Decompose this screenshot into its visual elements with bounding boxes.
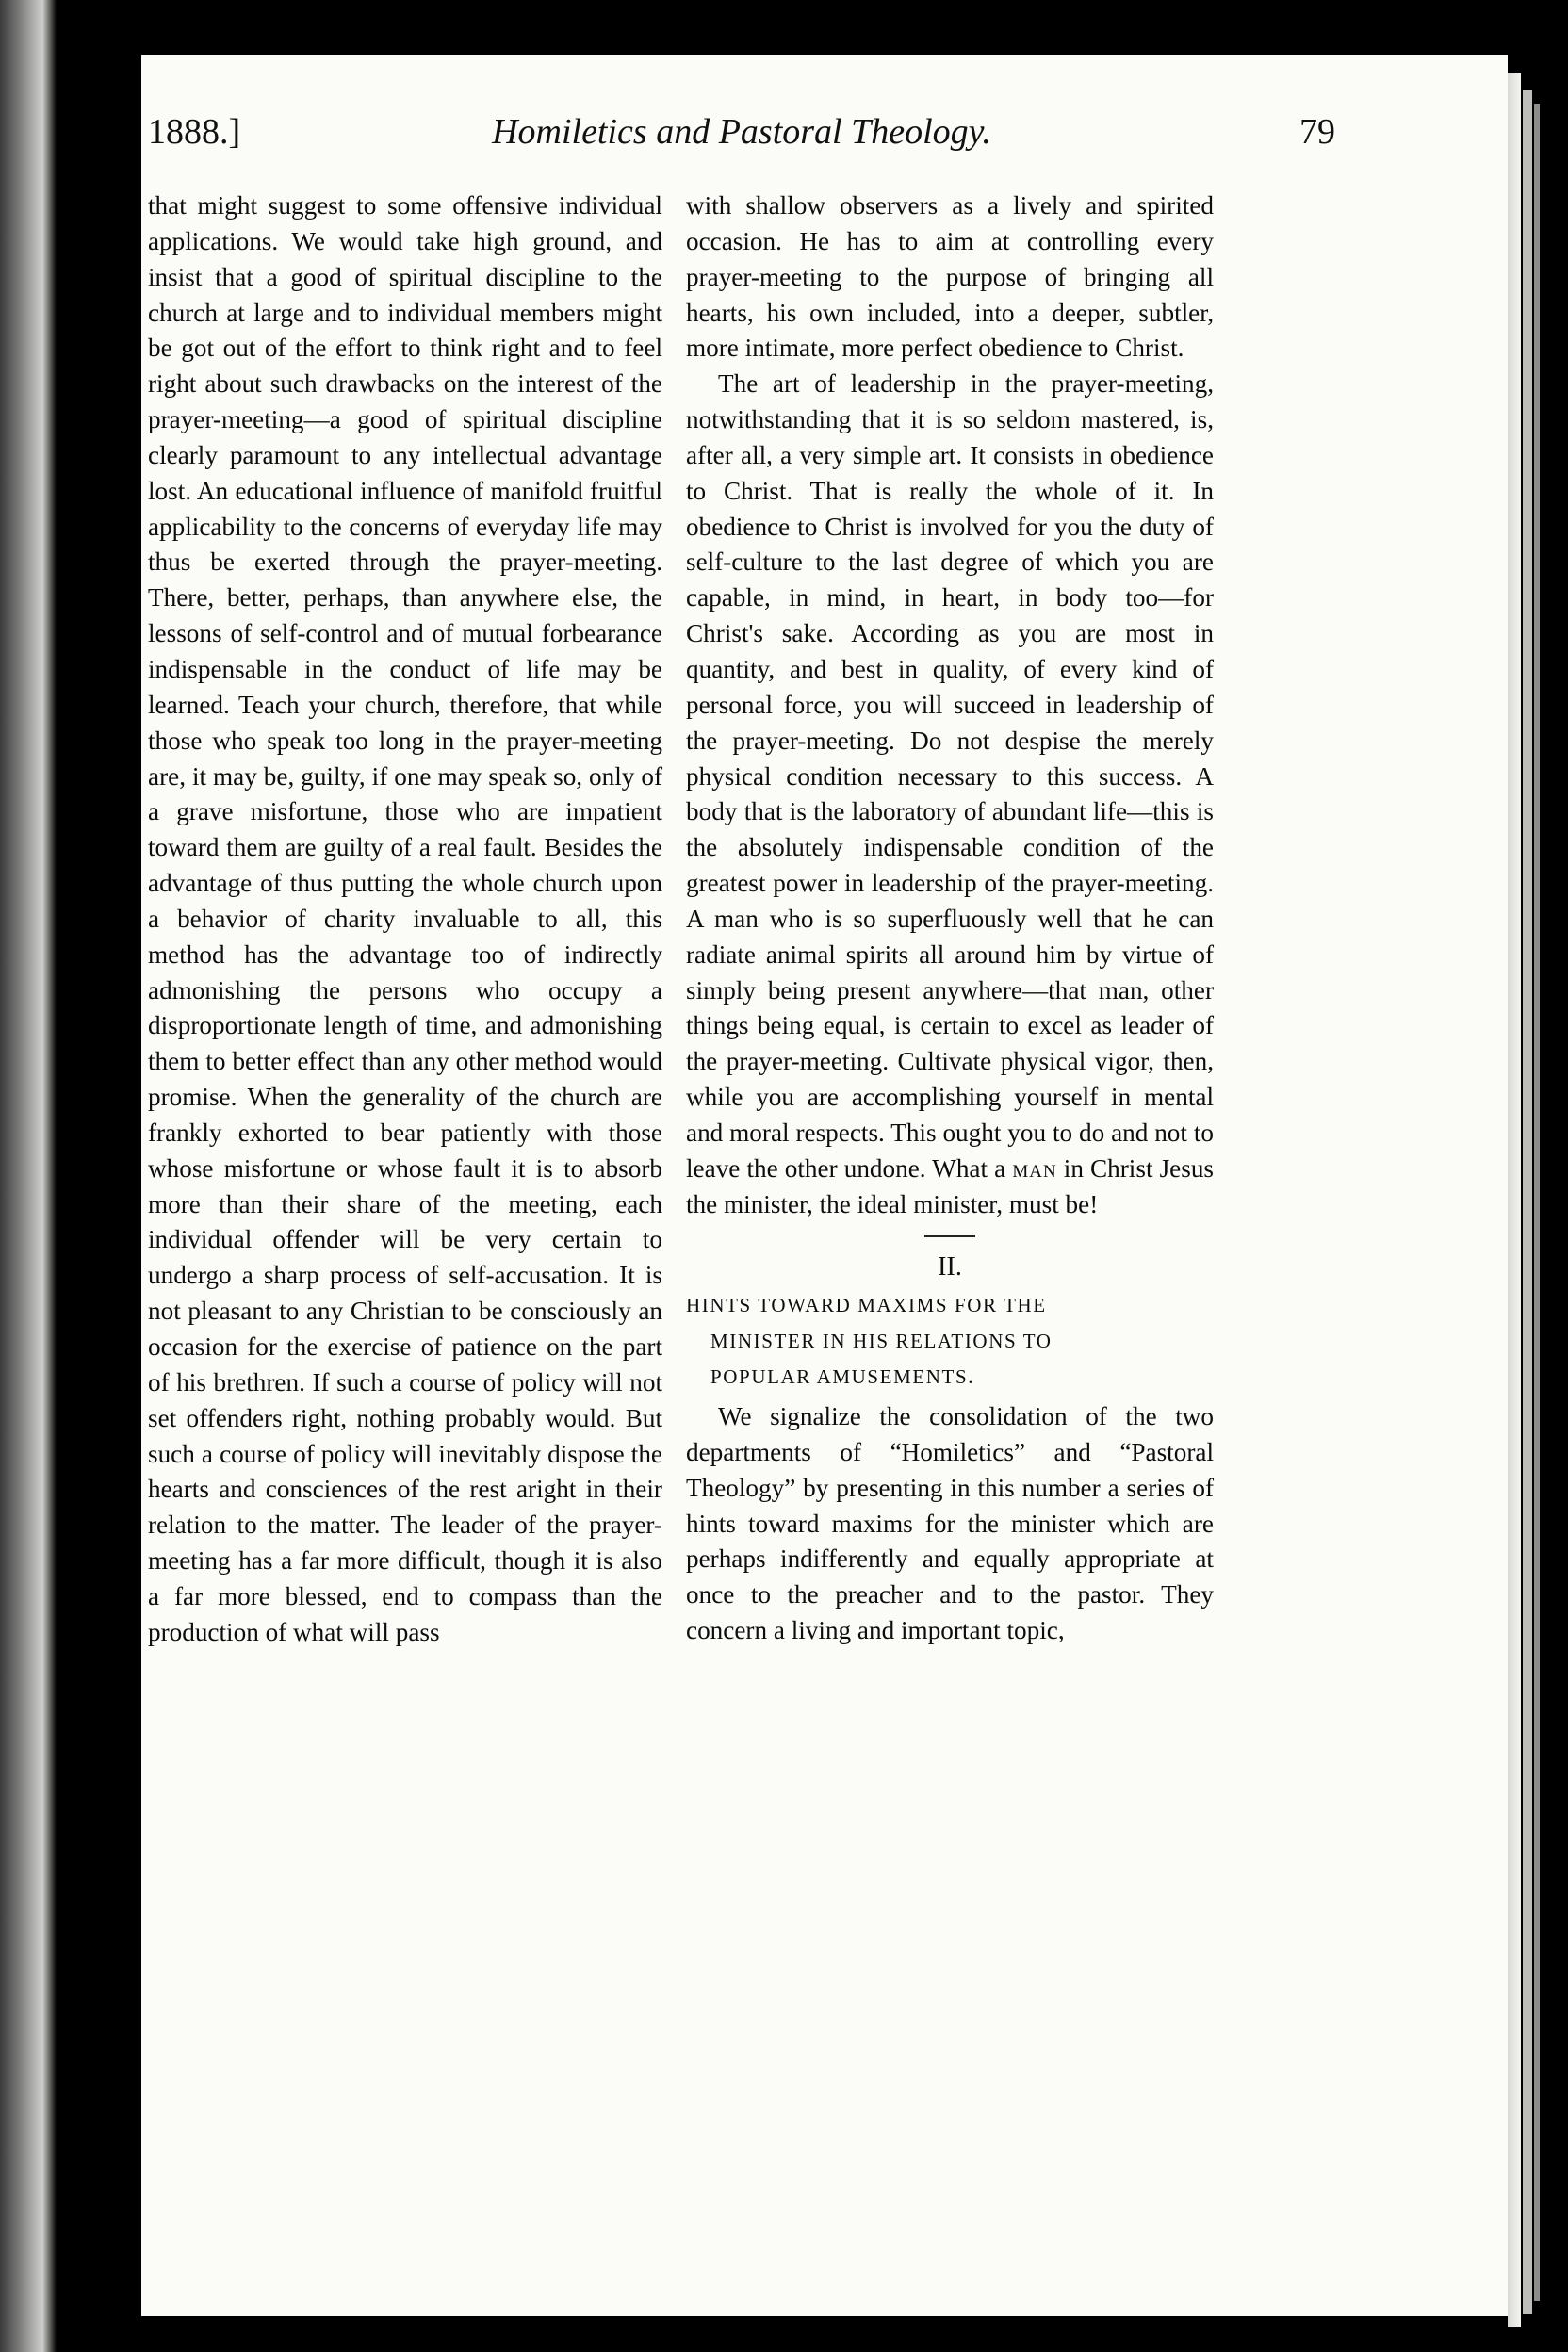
header-year: 1888.] [148, 112, 241, 152]
emphasized-word: man [1012, 1153, 1057, 1183]
right-column [686, 188, 1214, 1649]
page-number: 79 [1299, 112, 1335, 152]
right-paragraph-3: We signalize the consolidation of the two departments of “Homiletics” and “Pastoral Theology” by presenting in this number a series of hints toward maxims for the minister which are perhaps indifferently and equally appropriate at once to the preacher and to the pastor. They concern a living and important topic, [686, 1402, 1214, 1645]
running-header [148, 111, 1335, 168]
paragraph-2-end: in Christ Jesus the minister, the ideal minister, must be! [686, 1153, 1215, 1218]
running-title: Homiletics and Pastoral Theology. [492, 112, 991, 152]
section-heading-line: POPULAR AMUSEMENTS. [710, 1365, 975, 1389]
section-number: II. [938, 1252, 962, 1282]
left-column [148, 188, 662, 1651]
paragraph-2-text: The art of leadership in the prayer-meeting, notwithstanding that it is so seldom mastered, is, after all, a very simple art. It consists in obedience to Christ. That is really the whole of it. In obedience to Christ is involved for you the duty of self-culture to the last degree of which you are capable, in mind, in heart, in body too—for Christ's sake. According as you are most in quantity, and best in quality, of every kind of personal force, you will succeed in leadership of the prayer-meeting. Do not despise the merely physical condition necessary to this success. A body that is the laboratory of abundant life—this is the absolutely indispensable condition of the greatest power in leadership of the prayer-meeting. A man who is so superfluously well that he can radiate animal spirits all around him by virtue of simply being present anywhere—that man, other things being equal, is certain to excel as leader of the prayer-meeting. Cultivate physical vigor, then, while you are accomplishing yourself in mental and moral respects. This ought you to do and not to leave the other undone. What a [686, 369, 1214, 1183]
page-edge [1508, 74, 1521, 2328]
binding-shadow [0, 0, 57, 2352]
right-paragraph-2 [686, 367, 1214, 1222]
section-heading-line: MINISTER IN HIS RELATIONS TO [710, 1330, 1053, 1353]
section-heading-line: HINTS TOWARD MAXIMS FOR THE [686, 1294, 1047, 1317]
section-divider [924, 1235, 975, 1237]
section-heading [686, 1288, 1214, 1396]
right-paragraph-1: with shallow observers as a lively and spirited occasion. He has to aim at controlling every prayer-meeting to the purpose of bringing all hearts, his own included, into a deeper, subtler, more intimate, more perfect obedience to Christ. [686, 191, 1214, 363]
left-paragraph: that might suggest to some offensive individual applications. We would take high ground, and insist that a good of spiritual discipline to the church at large and to individual members might be got out of the effort to think right and to feel right about such drawbacks on the interest of the prayer-meeting—a good of spiritual discipline clearly paramount to any intellectual advantage lost. An educational influence of manifold fruitful applicability to the concerns of everyday life may thus be exerted through the prayer-meeting. There, better, perhaps, than anywhere else, the lessons of self-control and of mutual forbearance indispensable in the conduct of life may be learned. Teach your church, therefore, that while those who speak too long in the prayer-meeting are, it may be, guilty, if one may speak so, only of a grave misfortune, those who are impatient toward them are guilty of a real fault. Besides the advantage of thus putting the whole church upon a behavior of charity invaluable to all, this method has the advantage too of indirectly admonishing the persons who occupy a disproportionate length of time, and admonishing them to better effect than any other method would promise. When the generality of the church are frankly exhorted to bear patiently with those whose misfortune or whose fault it is to absorb more than their share of the meeting, each individual offender will be very certain to undergo a sharp process of self-accusation. It is not pleasant to any Christian to be consciously an occasion for the exercise of patience on the part of his brethren. If such a course of policy will not set offenders right, nothing probably would. But such a course of policy will inevitably dispose the hearts and consciences of the rest aright in their relation to the matter. The leader of the prayer-meeting has a far more difficult, though it is also a far more blessed, end to compass than the production of what will pass [148, 191, 662, 1646]
page-edge [1523, 90, 1532, 2314]
page-edge [1534, 104, 1540, 2301]
